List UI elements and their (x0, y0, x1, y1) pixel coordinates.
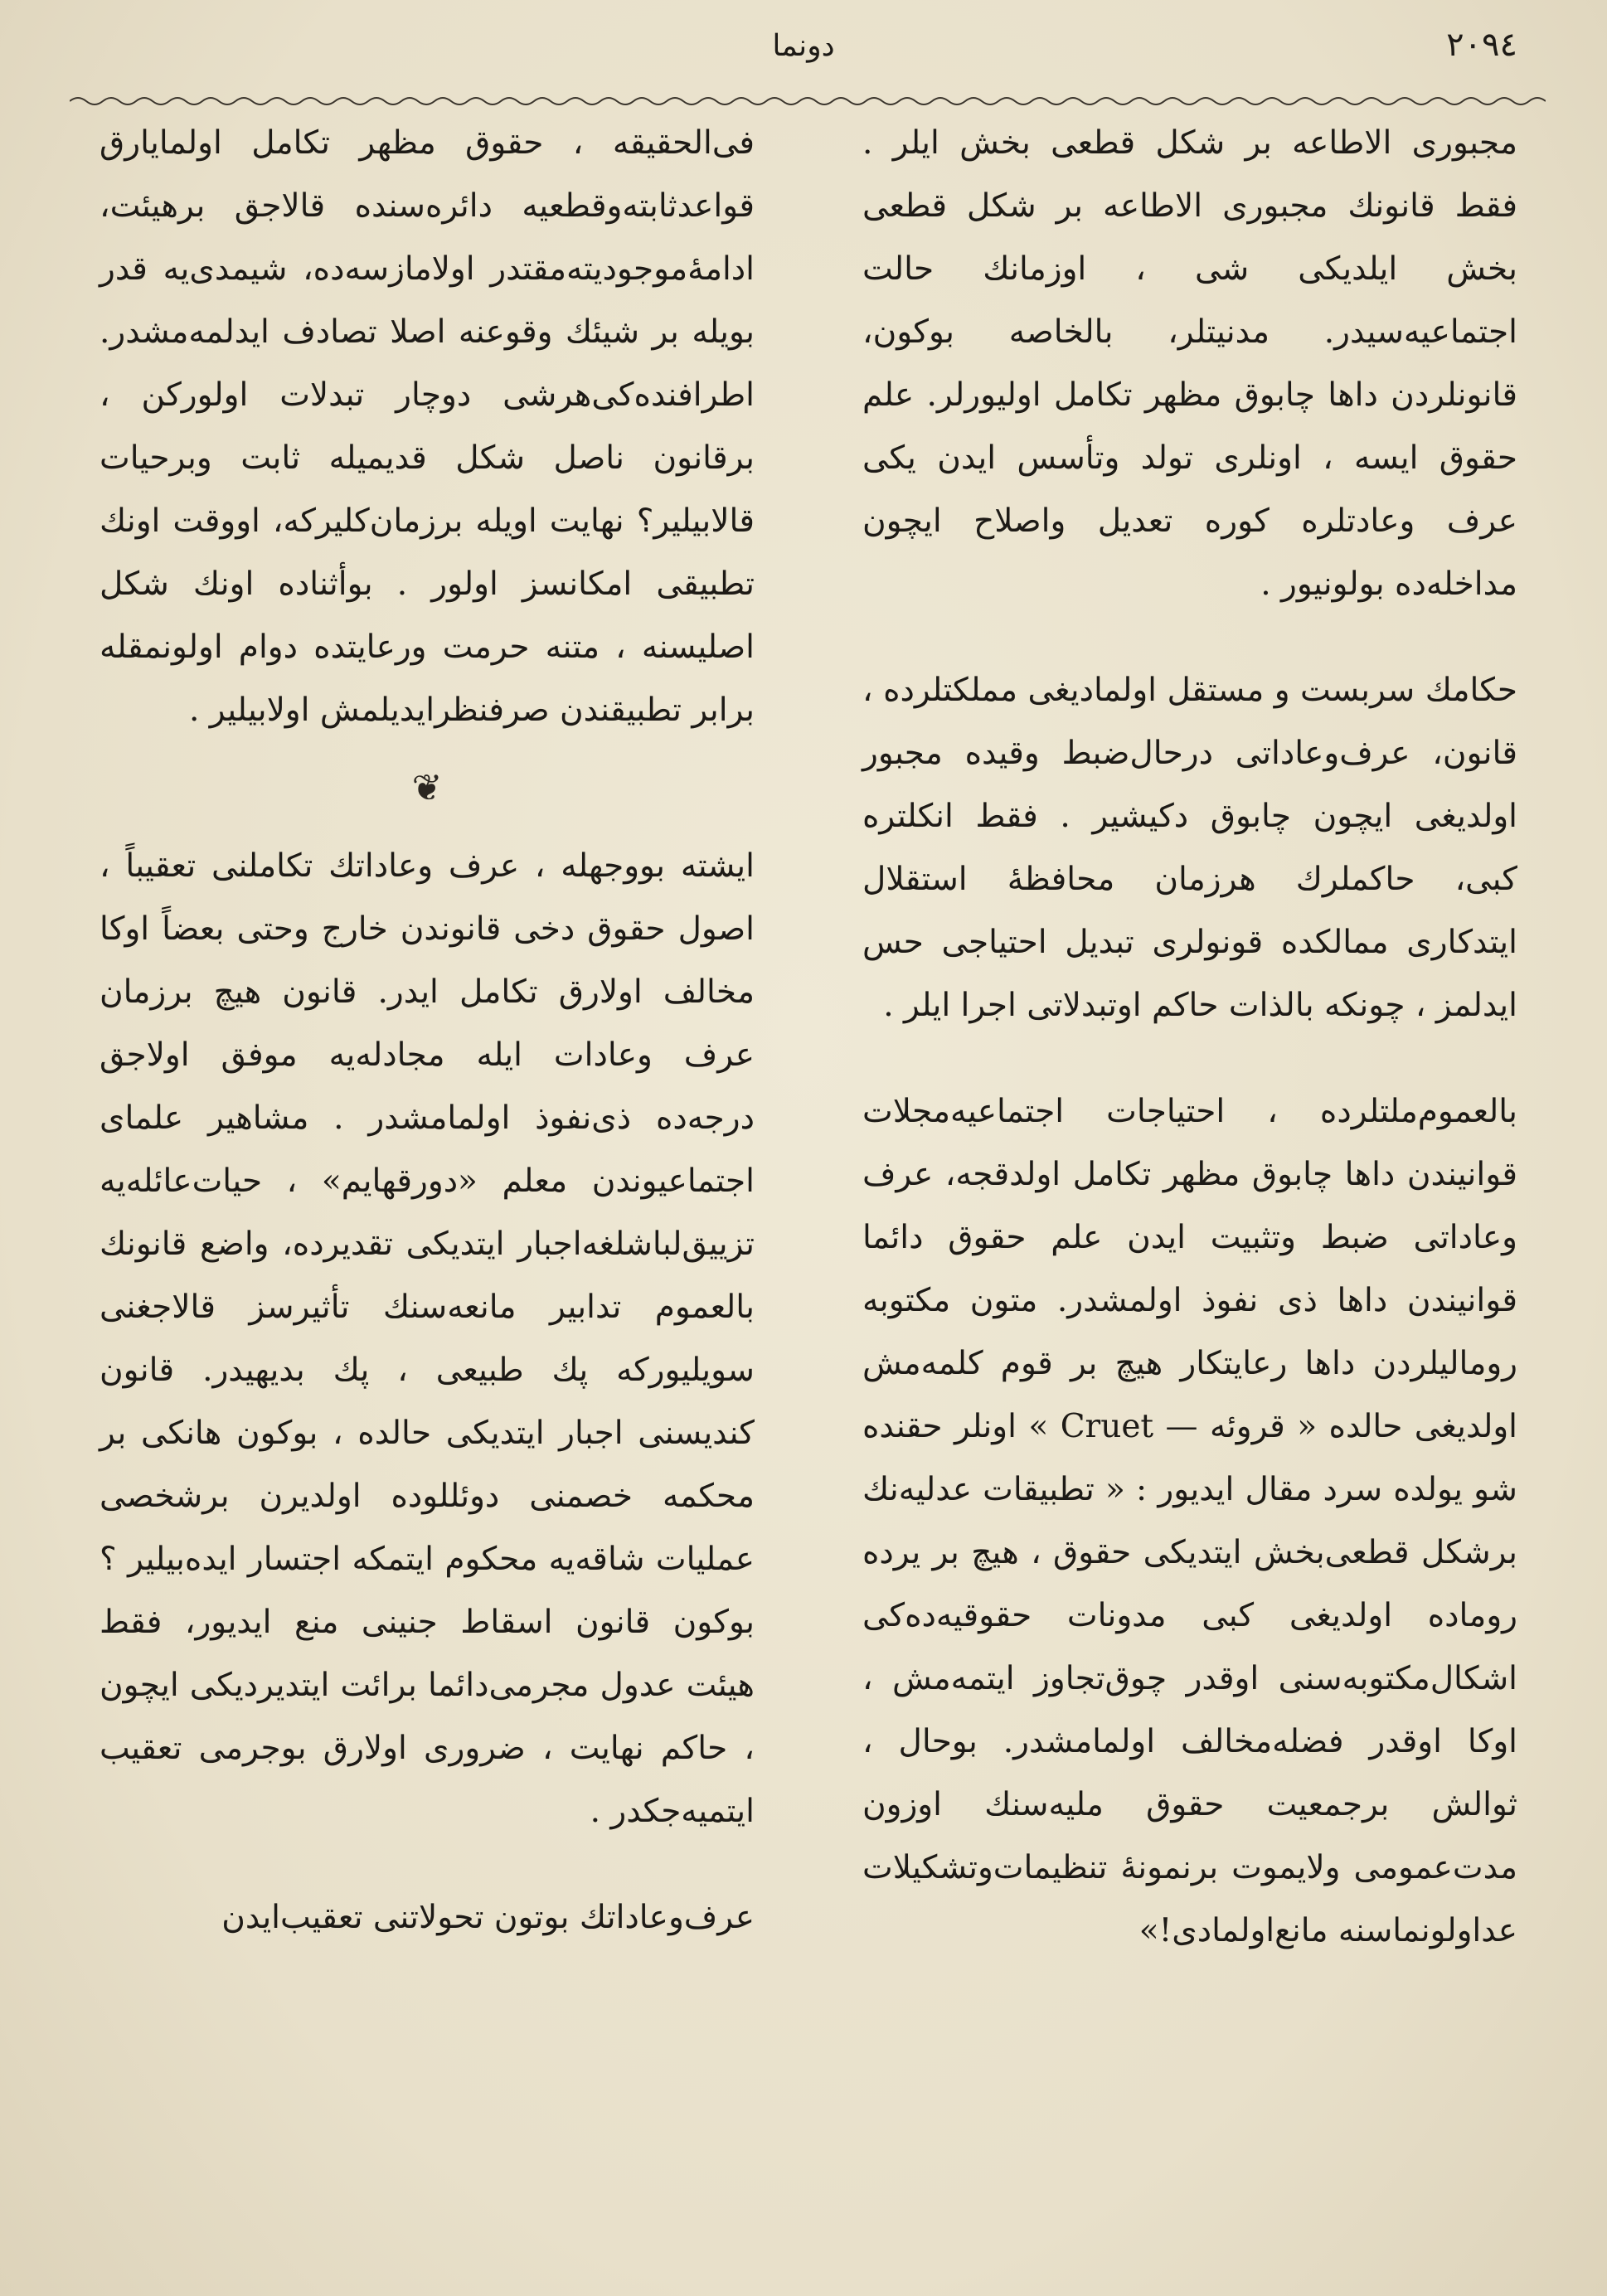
left-text-column (100, 112, 755, 1949)
left-paragraph-1: فی‌الحقیقه ، حقوق مظهر تکامل اولمایارق قواعدثابته‌وقطعیه دائره‌سنده قالاجق برهیئت، ادامهٔ‌موجودیته‌مقتدر اولامازسه‌ده، شیمدی‌یه قدر بویله بر شیئك وقوعنه اصلا تصادف ایدلمه‌مشدر. اطرافنده‌کی‌هرشی دوچار تبدلات اولورکن ، برقانون ناصل شکل قدیمیله ثابت وبرحیات قالابیلیر؟ نهایت اویله برزمان‌کلیرکه، اووقت اونك تطبیقی امکانسز اولور . بوأثناده اونك شکل اصلیسنه ، متنه حرمت ورعایتده دوام اولونمقله برابر تطبیقندن صرفنظرایدیلمش اولابیلیر . (100, 124, 755, 729)
running-title: دونما (772, 29, 835, 63)
page-header (66, 21, 1541, 87)
page-number: ۲۰۹٤ (1446, 26, 1517, 64)
right-text-column (862, 112, 1517, 1963)
fleuron-ornament-icon: ❦ (411, 767, 443, 809)
right-paragraph-2: حکامك سربست و مستقل اولمادیغی مملکتلرده ، قانون، عرف‌وعاداتی درحال‌ضبط وقیده مجبور اولدیغی ایچون چابوق دکیشیر . فقط انکلتره کبی، حاکملرك هرزمان محافظهٔ استقلال ایتدکاری ممالکده قونولری تبدیل احتیاجی حس ایدلمز ، چونکه بالذات حاکم اوتبدلاتی اجرا ایلر . (862, 672, 1517, 1024)
left-paragraph-3: عرف‌وعاداتك بوتون تحولاتنی تعقیب‌ایدن (221, 1899, 755, 1936)
right-paragraph-3: بالعموم‌ملتلرده ، احتیاجات اجتماعیه‌مجلات قوانیندن داها چابوق مظهر تکامل اولدقجه، عرف وعاداتی ضبط وتثبیت ایدن علم حقوق دائما قوانیندن داها ذی نفوذ اولمشدر. متون مکتوبه رومالیلردن داها رعایتکار هیچ بر قوم کلمه‌مش اولدیغی حالده « قروئه — Cruet » اونلر حقنده شو یولده سرد مقال ایدیور : « تطبیقات عدلیه‌نك برشکل قطعی‌بخش ایتدیکی حقوق ، هیچ بر یرده روماده اولدیغی کبی مدونات حقوقیه‌ده‌کی اشکال‌مکتوبه‌سنی اوقدر چوق‌تجاوز ایتمه‌مش ، اوکا اوقدر فضله‌مخالف اولمامشدر. بوحال ، ثوالش برجمعیت حقوق ملیه‌سنك اوزون مدت‌عمومی ولایموت برنمونهٔ تنظیمات‌وتشکیلات عداولونماسنه مانع‌اولمادی!» (862, 1093, 1517, 1949)
right-paragraph-1: مجبوری الاطاعه بر شکل قطعی بخش ایلر . فقط قانونك مجبوری الاطاعه بر شکل قطعی بخش ایلدیکی شی ، اوزمانك حالت اجتماعیه‌سیدر. مدنیتلر، بالخاصه بوکون، قانونلردن داها چابوق مظهر تکامل اولیورلر. علم حقوق ایسه ، اونلری تولد وتأسس ایدن یکی عرف وعادتلره کوره تعدیل واصلاح ایچون مداخله‌ده بولونیور . (862, 124, 1517, 603)
wavy-rule-divider (70, 93, 1546, 109)
left-paragraph-2: ایشته بووجهله ، عرف وعاداتك تکاملنی تعقیباً ، اصول حقوق دخی قانوندن خارج وحتی بعضاً اوکا مخالف اولارق تکامل ایدر. قانون هیچ برزمان عرف وعادات ایله مجادله‌یه موفق اولاجق درجه‌ده ذی‌نفوذ اولمامشدر . مشاهیر علمای اجتماعیوندن معلم «دورقهایم» ، حیات‌عائله‌یه‌ تزییق‌لباشلغه‌اجبار ایتدیکی تقدیرده، واضع قانونك بالعموم تدابیر مانعه‌سنك تأثیرسز قالاجغنی سویلیورکه پك طبیعی ، پك بدیهیدر. قانون کندیسنی اجبار ایتدیکی حالده ، بوکون هانکی بر محکمه خصمنی دوئللوده اولدیرن برشخصی عملیات شاقه‌یه محکوم ایتمکه اجتسار ایده‌بیلیر ؟ بوکون قانون اسقاط جنینی منع ایدیور، فقط هیئت عدول مجرمی‌دائما برائت ایتدیردیکی ایچون ، حاکم نهایت ، ضروری اولارق بوجرمی تعقیب ایتمیه‌جکدر . (100, 847, 755, 1830)
